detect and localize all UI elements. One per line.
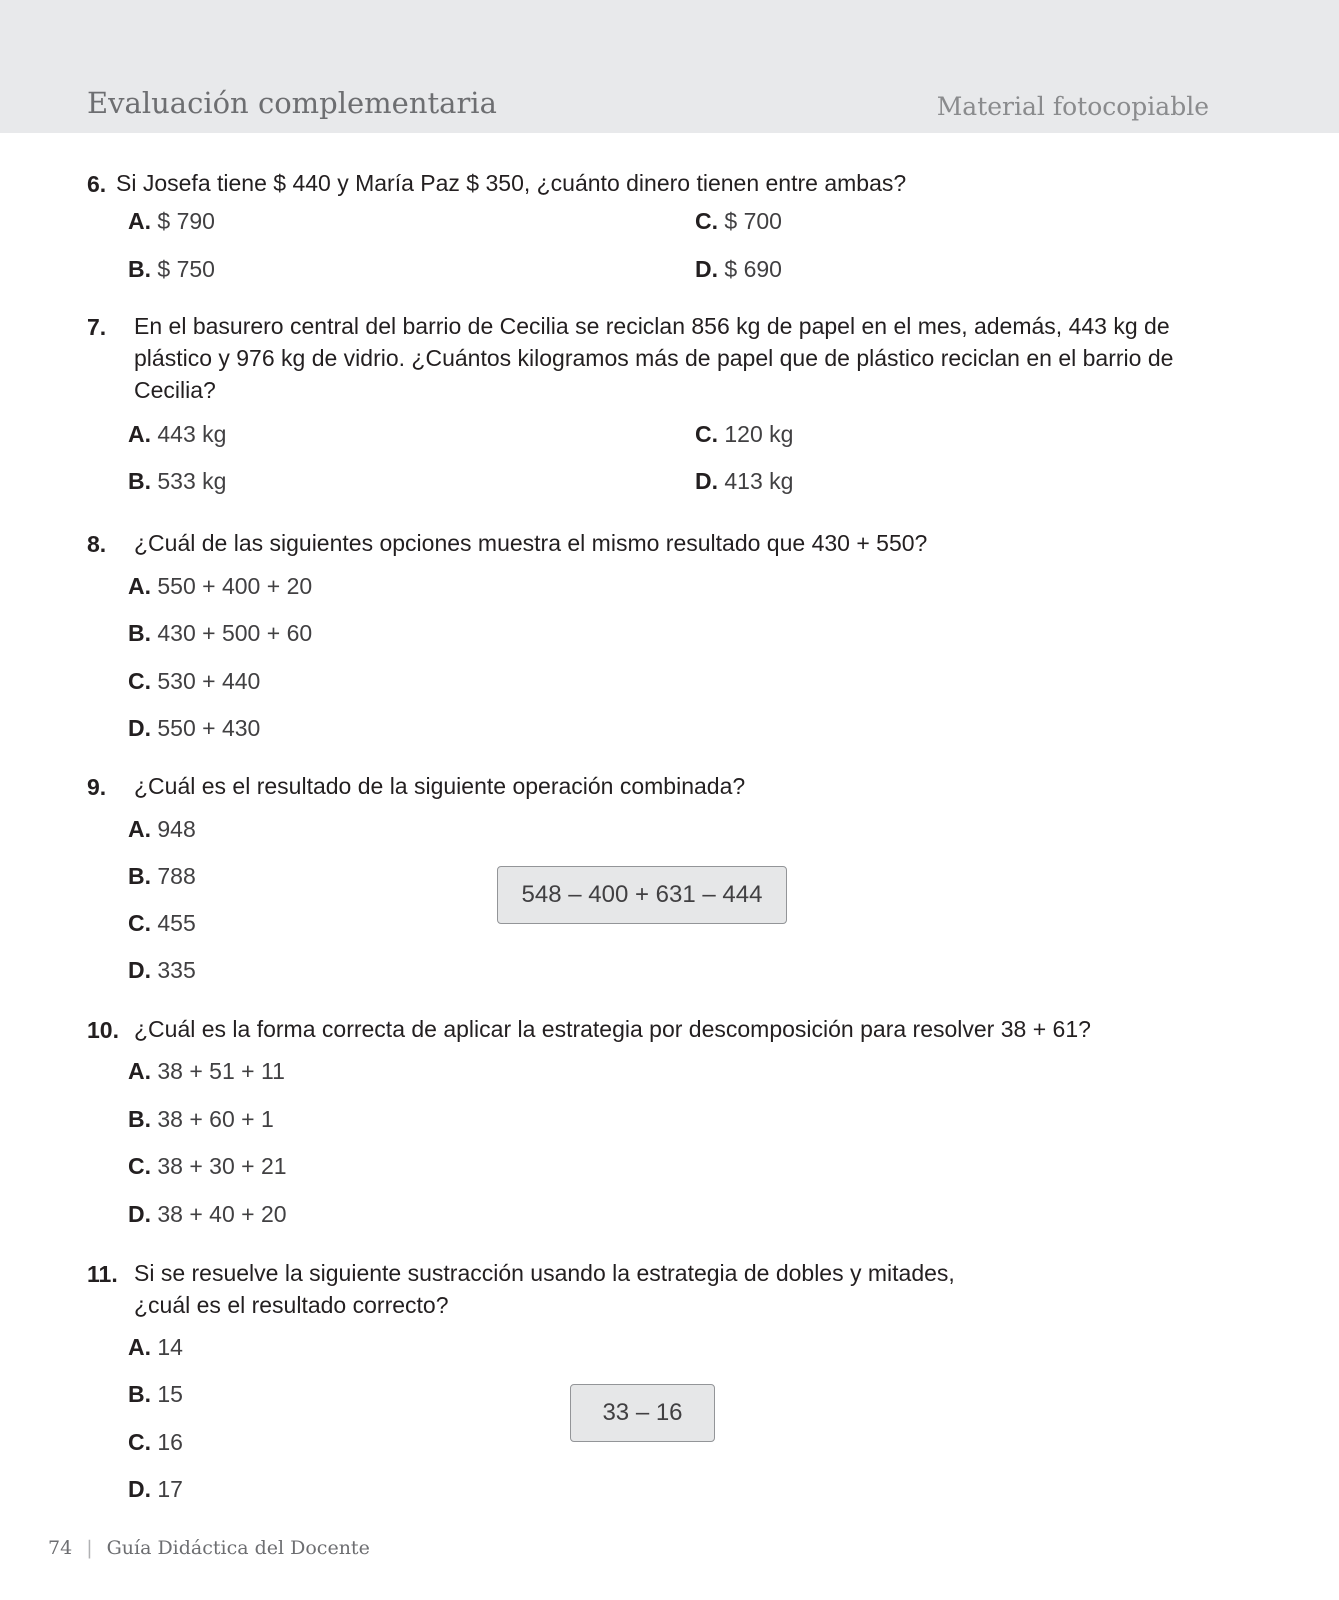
question-10-option-d: D. 38 + 40 + 20 [128,1201,287,1227]
question-11-number: 11. [87,1261,118,1287]
book-title: Guía Didáctica del Docente [106,1537,370,1559]
question-9-text: ¿Cuál es el resultado de la siguiente operación combinada? [134,773,746,799]
footer-separator: | [86,1537,93,1559]
question-11-text-line-1: Si se resuelve la siguiente sustracción usando la estrategia de dobles y mitades, [134,1260,955,1286]
question-8-text: ¿Cuál de las siguientes opciones muestra el mismo resultado que 430 + 550? [134,530,928,556]
question-9-option-b: B. 788 [128,863,196,889]
question-10-option-a: A. 38 + 51 + 11 [128,1058,285,1084]
question-9-expression-box: 548 – 400 + 631 – 444 [497,866,787,924]
page-footer [48,1537,370,1559]
question-8-option-c: C. 530 + 440 [128,668,261,694]
question-6-text: Si Josefa tiene $ 440 y María Paz $ 350, ¿cuánto dinero tienen entre ambas? [116,170,907,196]
question-11-option-a: A. 14 [128,1334,183,1360]
question-9-option-d: D. 335 [128,957,196,983]
question-7-option-b: B. 533 kg [128,468,227,494]
question-10-text: ¿Cuál es la forma correcta de aplicar la estrategia por descomposición para resolver 38 + 61? [134,1016,1091,1042]
header-label: Material fotocopiable [936,92,1209,121]
question-7-option-a: A. 443 kg [128,421,227,447]
question-9-option-a: A. 948 [128,816,196,842]
question-6-option-c: C. $ 700 [695,208,782,234]
question-6-number: 6. [87,171,107,197]
page-title: Evaluación complementaria [87,86,497,120]
question-10-option-b: B. 38 + 60 + 1 [128,1106,274,1132]
question-10-number: 10. [87,1017,119,1043]
question-8-option-b: B. 430 + 500 + 60 [128,620,313,646]
page-number: 74 [48,1537,73,1559]
question-7-option-d: D. 413 kg [695,468,794,494]
question-9-option-c: C. 455 [128,910,196,936]
question-7-text: En el basurero central del barrio de Cecilia se reciclan 856 kg de papel en el mes, además, 443 kg de plástico y 976 kg de vidrio. ¿Cuántos kilogramos más de papel que de plástico reciclan en el barrio de Cecilia? [134,313,1174,403]
question-7-option-c: C. 120 kg [695,421,794,447]
question-11-expression-box: 33 – 16 [570,1384,715,1442]
question-8-option-a: A. 550 + 400 + 20 [128,573,313,599]
question-8-number: 8. [87,531,107,557]
question-10-option-c: C. 38 + 30 + 21 [128,1153,287,1179]
question-7-number: 7. [87,314,107,340]
question-9-number: 9. [87,774,107,800]
question-11-option-c: C. 16 [128,1429,183,1455]
question-6-option-d: D. $ 690 [695,256,782,282]
question-11-option-d: D. 17 [128,1476,183,1502]
question-6-option-a: A. $ 790 [128,208,215,234]
question-6-option-b: B. $ 750 [128,256,215,282]
question-8-option-d: D. 550 + 430 [128,715,261,741]
question-11-option-b: B. 15 [128,1381,183,1407]
question-11-text-line-2: ¿cuál es el resultado correcto? [134,1292,449,1318]
